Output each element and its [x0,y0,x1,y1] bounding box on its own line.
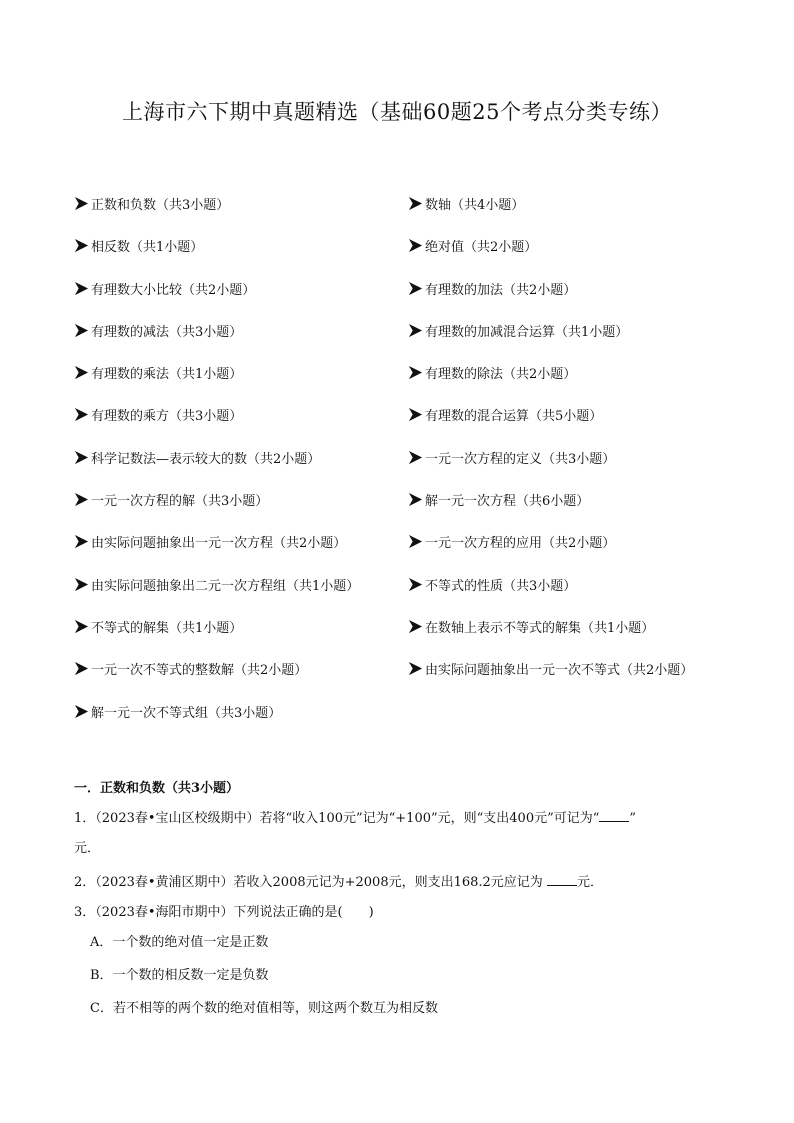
arrow-bullet-icon [74,661,89,676]
arrow-bullet-icon [408,492,423,507]
arrow-bullet-icon [408,281,423,296]
topic-row [74,526,734,568]
topic-label: 在数轴上表示不等式的解集（共1小题） [425,620,655,636]
question-2 [74,872,724,894]
arrow-bullet-icon [74,407,89,422]
topic-label: 解一元一次方程（共6小题） [425,494,590,510]
topic-label: 由实际问题抽象出一元一次方程（共2小题） [91,536,347,552]
topic-label: 有理数的加法（共2小题） [425,282,577,298]
topic-item [408,279,576,298]
question-1-text: 1．（2023春•宝山区校级期中）若将“收入100元”记为“+100”元，则“支出400元”可记为“ [74,811,600,826]
topic-item [74,532,346,551]
arrow-bullet-icon [408,365,423,380]
topic-row [74,357,734,399]
arrow-bullet-icon [74,238,89,253]
question-1 [74,808,724,830]
topic-label: 正数和负数（共3小题） [91,198,230,213]
topic-item [74,617,242,636]
arrow-bullet-icon [408,238,423,253]
topic-row [74,484,734,526]
topic-row [74,315,734,357]
topic-row [74,273,734,315]
question-2-text-end: 元． [576,875,603,890]
topic-label: 由实际问题抽象出二元一次方程组（共1小题） [91,578,360,594]
topic-label: 解一元一次不等式组（共3小题） [91,705,282,721]
answer-blank [599,809,629,822]
topic-row [74,611,734,653]
topic-label: 不等式的性质（共3小题） [425,578,577,594]
section-positive-negative [74,778,724,1031]
arrow-bullet-icon [74,534,89,549]
topic-label: 一元一次不等式的整数解（共2小题） [91,663,308,679]
topic-item [408,363,576,382]
topic-item [74,490,268,509]
arrow-bullet-icon [408,407,423,422]
topic-label: 有理数大小比较（共2小题） [91,282,256,298]
topic-list [74,188,734,738]
topic-item [408,490,589,509]
topic-item [408,575,576,594]
arrow-bullet-icon [408,577,423,592]
topic-item [408,194,524,213]
topic-row [74,188,734,230]
question-2-text: 2．（2023春•黄浦区期中）若收入2008元记为+2008元，则支出168.2元应记为 [74,875,547,890]
topic-item [408,448,615,467]
topic-item [74,575,359,594]
topic-item [74,405,242,424]
topic-item [74,194,229,213]
topic-row [74,653,734,695]
topic-item [408,405,602,424]
topic-item [74,659,307,678]
topic-label: 有理数的乘法（共1小题） [91,367,243,383]
topic-row [74,696,734,738]
topic-label: 一元一次方程的应用（共2小题） [425,536,616,552]
arrow-bullet-icon [74,577,89,592]
topic-item [74,702,281,721]
topic-label: 科学记数法—表示较大的数（共2小题） [91,451,321,467]
arrow-bullet-icon [74,450,89,465]
arrow-bullet-icon [74,619,89,634]
arrow-bullet-icon [408,323,423,338]
arrow-bullet-icon [408,619,423,634]
topic-item [408,617,654,636]
topic-label: 有理数的减法（共3小题） [91,324,243,340]
document-title: 上海市六下期中真题精选（基础60题25个考点分类专练） [122,100,672,124]
section-heading: 一．正数和负数（共3小题） [74,781,240,796]
topic-label: 数轴（共4小题） [425,198,525,213]
topic-row [74,442,734,484]
question-1-text-end: ” [629,811,637,826]
arrow-bullet-icon [74,365,89,380]
arrow-bullet-icon [74,492,89,507]
topic-item [74,236,203,255]
arrow-bullet-icon [408,534,423,549]
option-c: C．若不相等的两个数的绝对值相等，则这两个数互为相反数 [90,1001,438,1016]
question-1-continued: 元． [74,841,101,856]
arrow-bullet-icon [408,450,423,465]
topic-row [74,230,734,272]
answer-blank [547,873,577,886]
topic-item [74,363,242,382]
arrow-bullet-icon [74,196,89,211]
topic-label: 有理数的乘方（共3小题） [91,409,243,425]
topic-item [74,448,320,467]
topic-label: 一元一次方程的解（共3小题） [91,494,269,510]
topic-row [74,399,734,441]
topic-item [408,236,537,255]
arrow-bullet-icon [74,704,89,719]
arrow-bullet-icon [74,281,89,296]
arrow-bullet-icon [408,196,423,211]
topic-item [74,321,242,340]
topic-label: 有理数的除法（共2小题） [425,367,577,383]
arrow-bullet-icon [74,323,89,338]
option-a: A．一个数的绝对值一定是正数 [90,935,269,950]
topic-row [74,569,734,611]
question-3: 3．（2023春•海阳市期中）下列说法正确的是( ) [74,905,374,920]
option-b: B．一个数的相反数一定是负数 [90,968,269,983]
topic-label: 由实际问题抽象出一元一次不等式（共2小题） [425,663,694,679]
topic-label: 绝对值（共2小题） [425,240,538,256]
topic-label: 相反数（共1小题） [91,240,204,256]
topic-item [408,532,615,551]
topic-item [408,321,628,340]
topic-label: 一元一次方程的定义（共3小题） [425,451,616,467]
topic-item [408,659,693,678]
arrow-bullet-icon [408,661,423,676]
topic-label: 不等式的解集（共1小题） [91,620,243,636]
topic-label: 有理数的加减混合运算（共1小题） [425,324,629,340]
topic-item [74,279,255,298]
topic-label: 有理数的混合运算（共5小题） [425,409,603,425]
